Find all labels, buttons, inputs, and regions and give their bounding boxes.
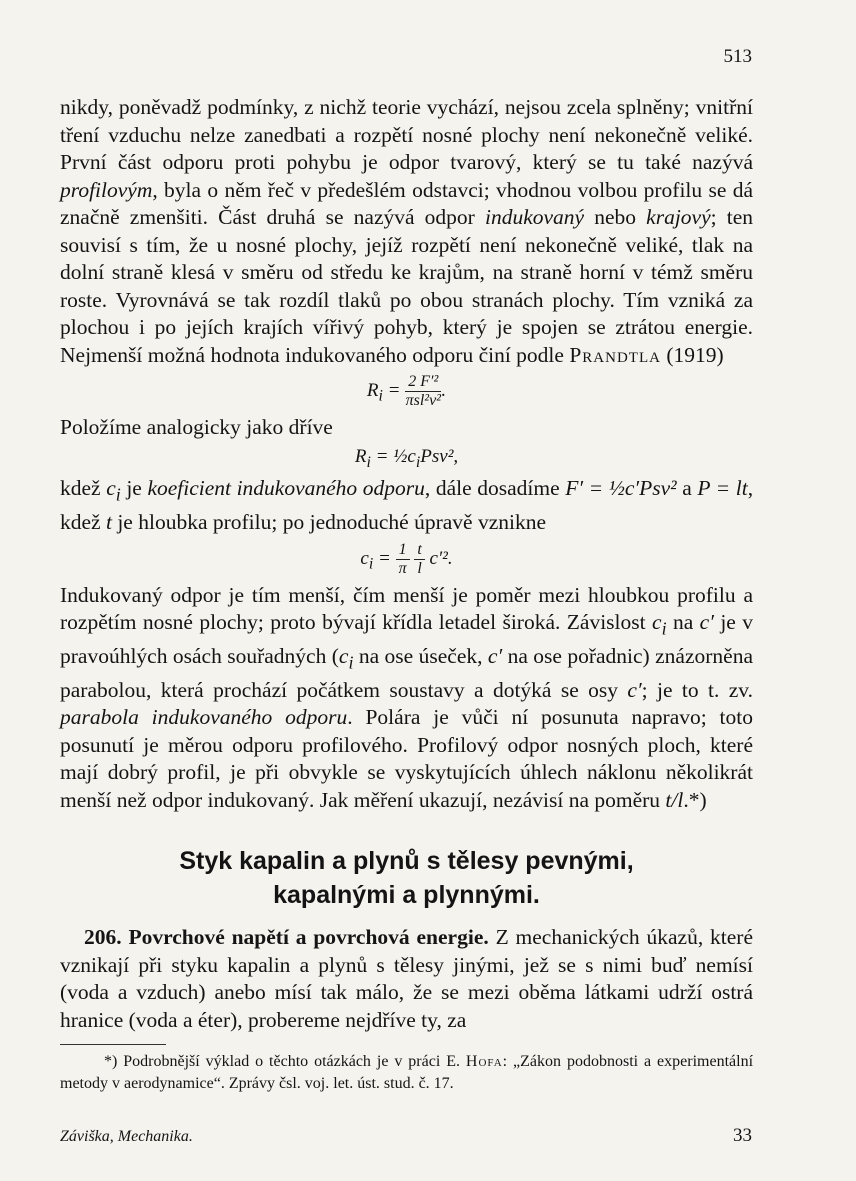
paragraph-3: kdež $c_i$ je koeficient indukovaného odporu, dále dosadíme F′ = ½c′Psv² a P = lt, kdež t je hloubka profilu; po jednoduché úpravě vznikne: [60, 476, 754, 535]
footnote: *) Podrobnější výklad o těchto otázkách je v práci E. Hofa: „Zákon podobnosti a experimentální metody v aerodynamice“. Zprávy čsl. voj. let. úst. stud. č. 17.: [60, 1053, 754, 1093]
equation-analogous: $R_i$ = $\frac{1}{2}c_iPsv^2$,: [354, 445, 459, 471]
paragraph-2: Položíme analogicky jako dříve: [60, 415, 333, 439]
page-number: 513: [723, 46, 752, 67]
equation-induced-resistance: $R_i$ = $\frac{\text{2 F′²}}{\text{πsl²v²}}$ .: [366, 373, 447, 409]
chapter-heading: Styk kapalin a plynů s tělesy pevnými, kapalnými a plynnými.: [179, 847, 634, 910]
section-title: 206. Povrchové napětí a povrchová energie.: [84, 925, 489, 950]
equation-coefficient: $c_i$ = $\frac{1}{\pi}$ $\frac{t}{l}$ c′².: [360, 540, 453, 577]
page-footer: [60, 1125, 752, 1146]
footnote-rule: [60, 1044, 166, 1045]
paragraph-1: nikdy, poněvadž podmínky, z nichž teorie vychází, nejsou zcela splněny; vnitřní tření vzduchu nelze zanedbati a rozpětí nosné plochy není nekonečně veliké. První část odporu proti pohybu je odpor tvarový, který se tu také nazývá profilovým, byla o něm řeč v předešlém odstavci; vhodnou volbou profilu se dá značně zmenšiti. Část druhá se nazývá odpor indukovaný nebo krajový; ten souvisí s tím, že u nosné plochy, jejíž rozpětí není nekonečně veliké, tlak na dolní straně klesá v směru od středu ke krajům, na straně horní v témž směru roste. Vyrovnává se tak rozdíl tlaků po obou stranách plochy. Tím vzniká za plochou i po jejích krajích vířivý pohyb, který je spojen se ztrátou energie. Nejmenší možná hodnota indukovaného odporu činí podle Prandtla (1919): [60, 95, 754, 367]
footer-signature-number: 33: [733, 1125, 752, 1146]
main-text: [60, 94, 753, 1095]
section-206: 206. Povrchové napětí a povrchová energie. Z mechanických úkazů, které vznikají při styku kapalin a plynů s tělesy jinými, jež se s nimi buď nemísí (voda a vzduch) anebo mísí tak málo, že se mezi oběma látkami udrží ostrá hranice (voda a éter), probereme nejdříve ty, za: [60, 925, 753, 1032]
paragraph-4: Indukovaný odpor je tím menší, čím menší je poměr mezi hloubkou profilu a rozpětím nosné plochy; proto bývají křídla letadel široká. Závislost $c_i$ na c′ je v pravoúhlých osách souřadných ($c_i$ na ose úseček, c′ na ose pořadnic) znázorněna parabolou, která prochází počátkem soustavy a dotýká se osy c′; je to t. zv. parabola indukovaného odporu. Polára je vůči ní posunuta napravo; toto posunutí je měrou odporu profilového. Profilový odpor nosných ploch, které mají dobrý profil, je při obvykle se vyskytujících úhlech náklonu několikrát menší než odpor indukovaný. Jak měření ukazují, nezávisí na poměru t/l.*): [60, 582, 754, 812]
footer-book-title: Záviška, Mechanika.: [60, 1128, 193, 1145]
